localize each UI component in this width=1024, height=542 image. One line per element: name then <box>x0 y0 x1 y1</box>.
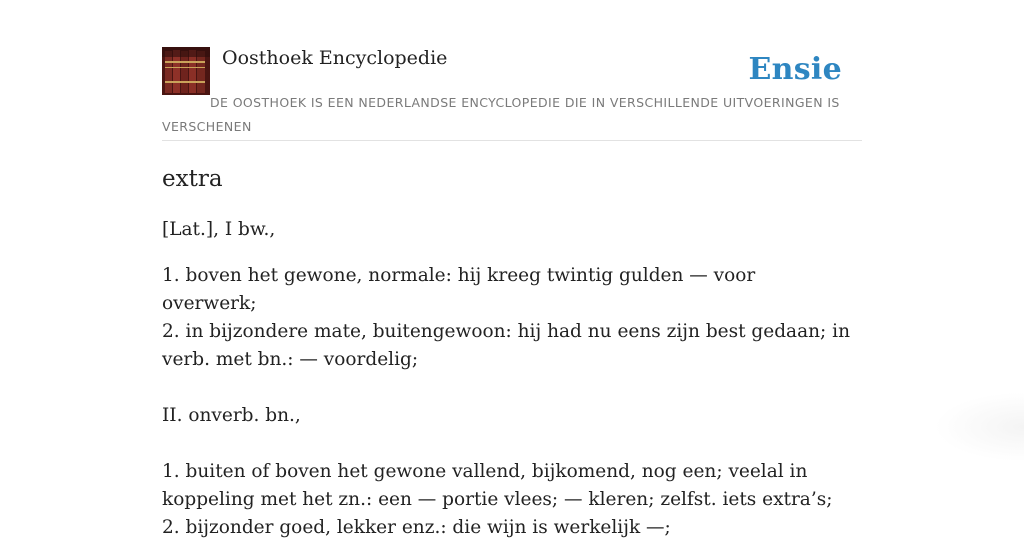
ensie-logo-link[interactable]: Ensie <box>748 52 842 87</box>
entry-sense-1-2: 2. in bijzondere mate, buitengewoon: hij had nu eens zijn best gedaan; in verb. met bn.: — voordelig; <box>162 321 850 370</box>
site-name[interactable]: Oosthoek Encyclopedie <box>222 47 448 69</box>
entry-sense-2-1: 1. buiten of boven het gewone vallend, bijkomend, nog een; veelal in koppeling met het zn.: een — portie vlees; — kleren; zelfst. iets extra’s; <box>162 461 833 510</box>
entry-sense-1-1: 1. boven het gewone, normale: hij kreeg twintig gulden — voor overwerk; <box>162 265 756 314</box>
book-spines-icon[interactable] <box>162 47 210 95</box>
entry-sense-2-2: 2. bijzonder goed, lekker enz.: die wijn is werkelijk —; <box>162 517 671 538</box>
site-header <box>162 47 862 141</box>
spacer <box>162 374 852 402</box>
entry-grammar-1: [Lat.], I bw., <box>162 219 276 240</box>
spacer <box>162 430 852 458</box>
entry-headword: extra <box>162 166 223 192</box>
entry-grammar-2: II. onverb. bn., <box>162 405 301 426</box>
site-tagline: DE OOSTHOEK IS EEN NEDERLANDSE ENCYCLOPEDIE DIE IN VERSCHILLENDE UITVOERINGEN IS VERSCHENEN <box>162 95 840 134</box>
entry-body <box>162 216 852 542</box>
edge-shadow <box>934 392 1024 462</box>
